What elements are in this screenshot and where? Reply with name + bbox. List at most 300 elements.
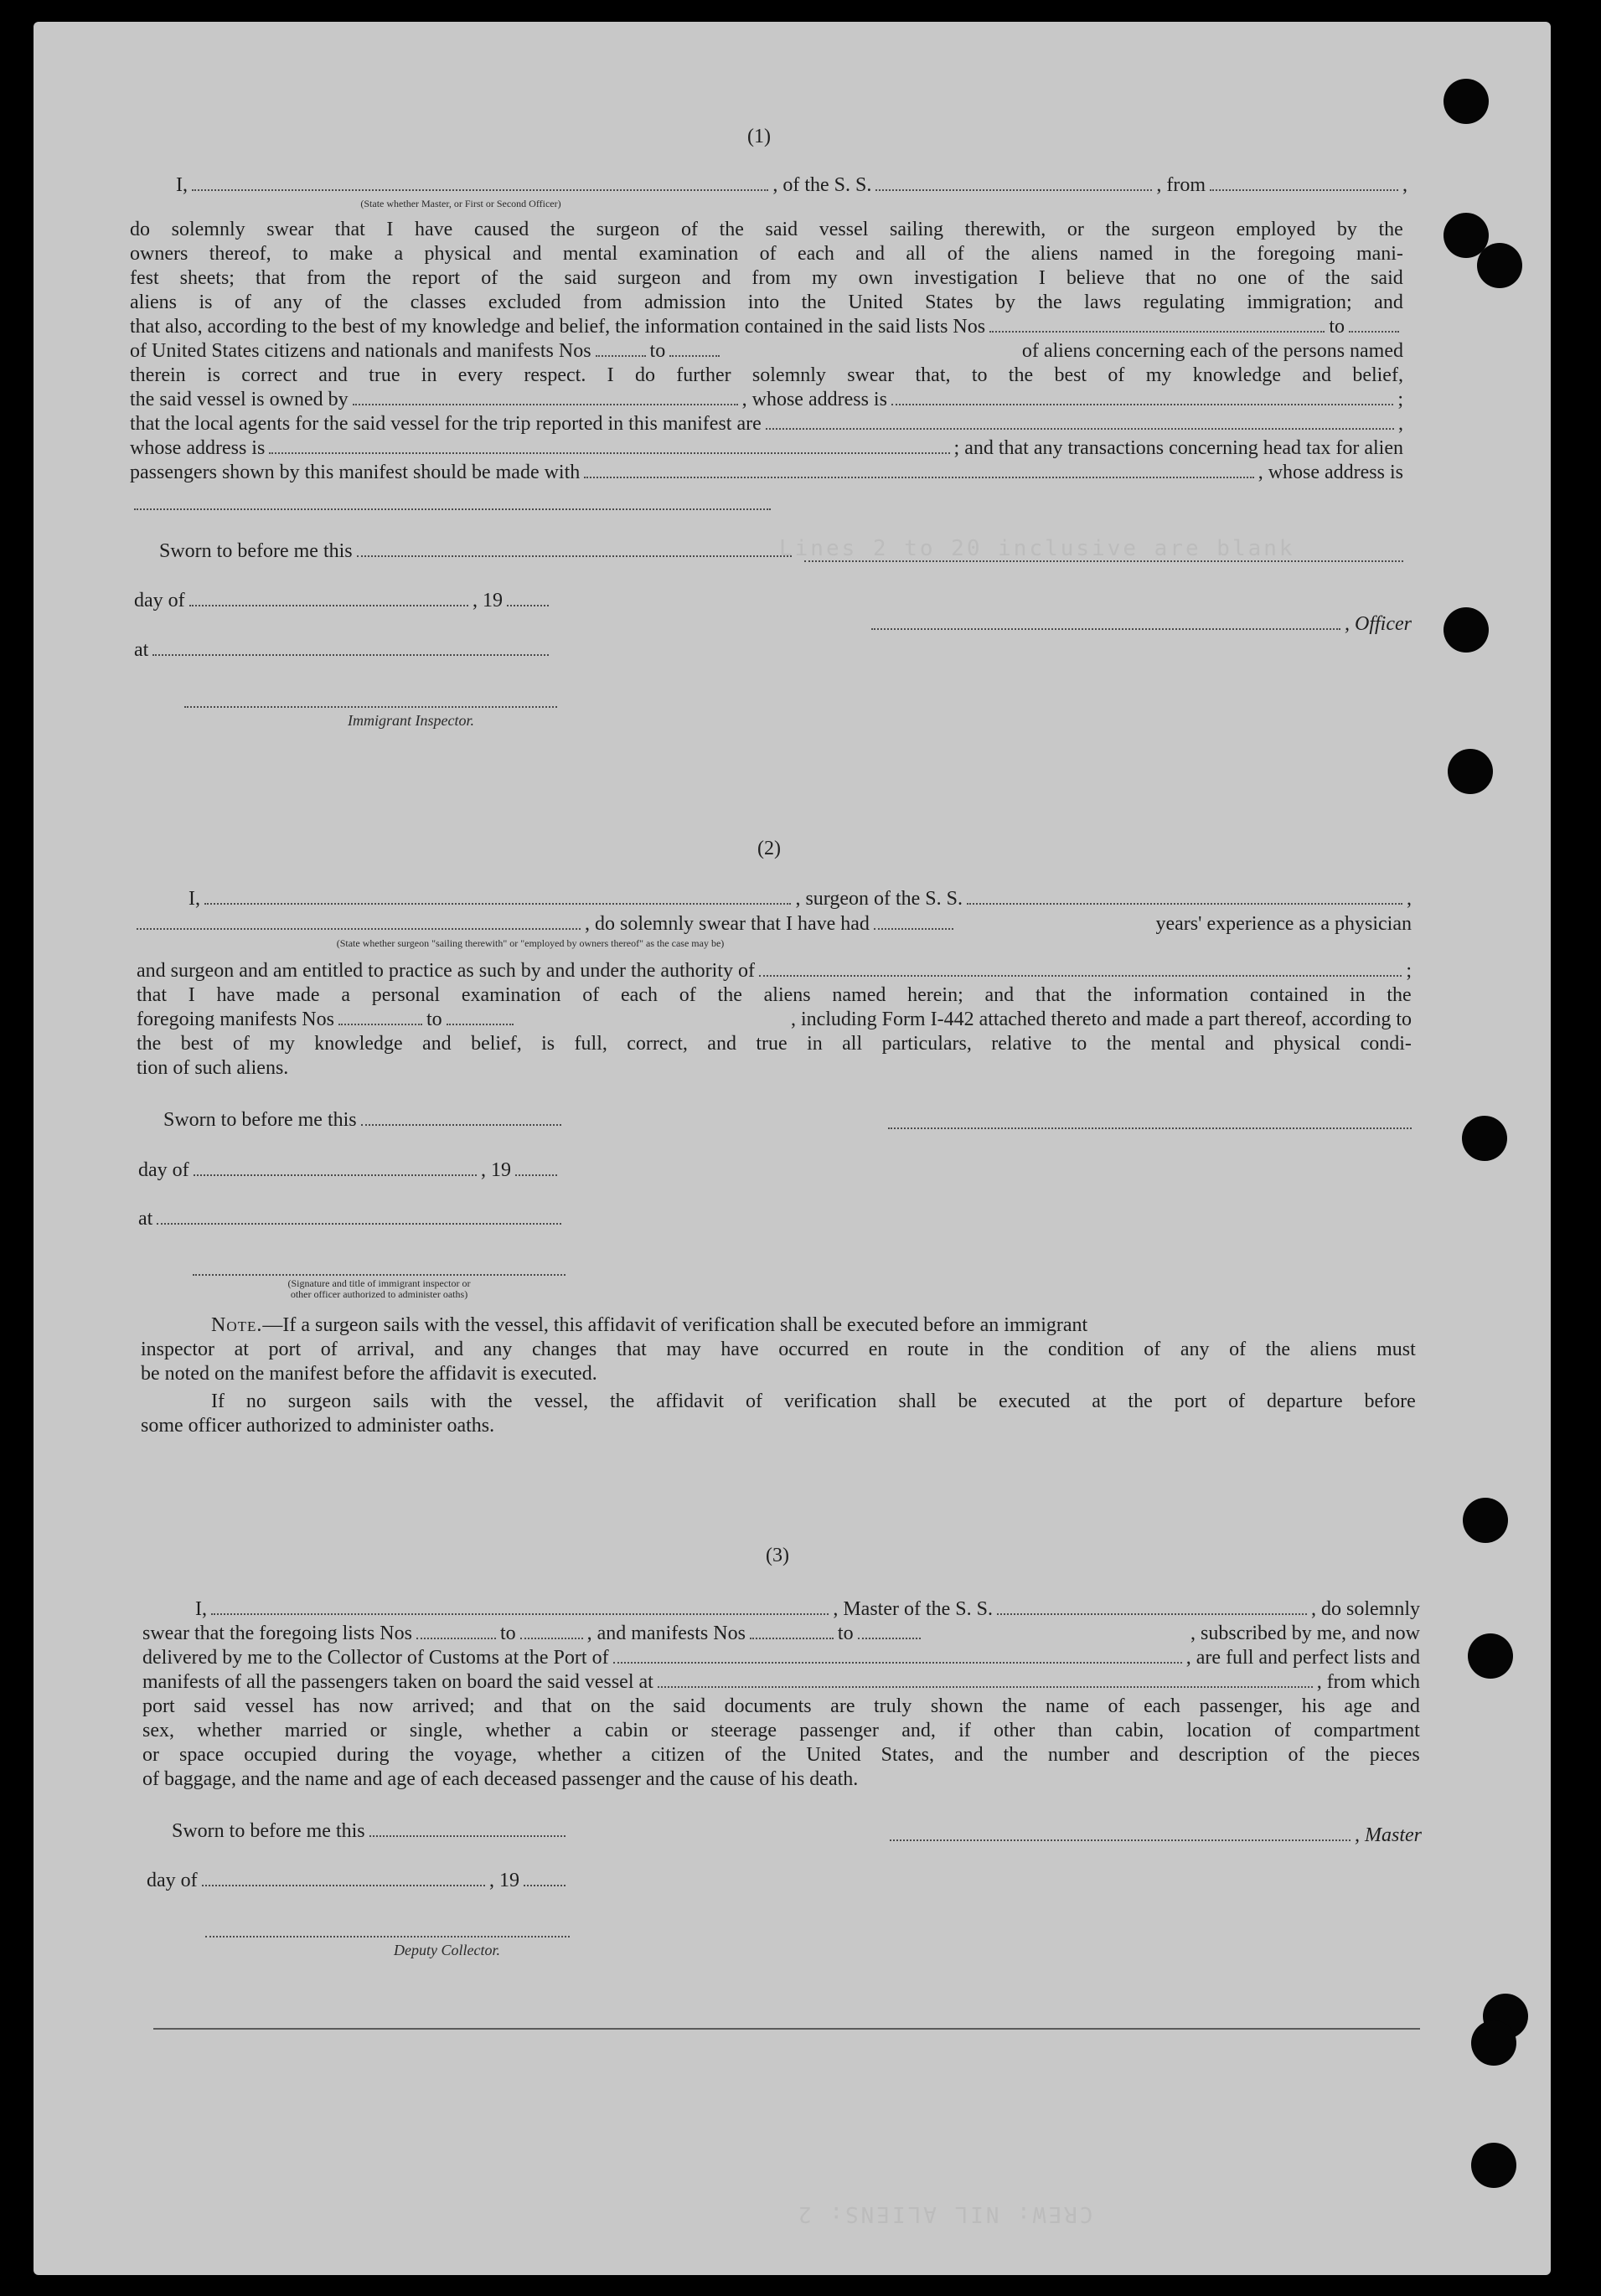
word: the xyxy=(629,1695,654,1717)
word: into xyxy=(747,292,780,313)
bleed-through-text: CREW: NIL ALIENS: 2 xyxy=(796,2201,1093,2226)
word: respect. xyxy=(524,364,586,386)
day-line-3: day of , 19 xyxy=(147,1868,570,1893)
word: and xyxy=(707,1033,736,1055)
word: the xyxy=(1387,984,1412,1006)
word: to xyxy=(1071,1033,1087,1055)
section-3-line-6 xyxy=(142,1718,1420,1743)
word: the xyxy=(1106,1033,1132,1055)
lists-to-field[interactable] xyxy=(1349,330,1399,333)
word: vessel, xyxy=(534,1390,589,1412)
word: best xyxy=(180,1033,214,1055)
word: therewith, xyxy=(964,219,1046,240)
word: route xyxy=(906,1339,949,1360)
word: sheets; xyxy=(179,267,235,289)
word: than xyxy=(1057,1720,1092,1741)
word: my xyxy=(269,1033,295,1055)
word: the xyxy=(1378,219,1403,240)
word: any xyxy=(1180,1339,1210,1360)
word: and, xyxy=(901,1720,936,1741)
word: of xyxy=(679,984,696,1006)
word: and xyxy=(1391,1695,1420,1717)
word: all xyxy=(842,1033,863,1055)
place-field-2[interactable] xyxy=(157,1222,561,1225)
punch-hole xyxy=(1443,79,1489,124)
word: do xyxy=(634,364,655,386)
word: space xyxy=(178,1744,225,1766)
word: information xyxy=(1133,984,1229,1006)
word: United xyxy=(848,292,903,313)
word: or xyxy=(369,1720,387,1741)
word: verification xyxy=(783,1390,877,1412)
word: the xyxy=(550,219,576,240)
section-1-line-7: of United States citizens and nationals and manifests Nos to of aliens concerning each of the persons named xyxy=(130,340,1403,362)
word: believe xyxy=(1066,267,1125,289)
word: location xyxy=(1186,1720,1252,1741)
word: vessel xyxy=(245,1695,295,1717)
word: married xyxy=(284,1720,348,1741)
inspector-signature-field[interactable] xyxy=(184,705,557,708)
section-1-line-3 xyxy=(130,241,1403,266)
word: a xyxy=(341,984,351,1006)
word: the xyxy=(519,267,544,289)
section-3-line-5 xyxy=(142,1694,1420,1719)
word: personal xyxy=(371,984,441,1006)
word: each xyxy=(621,984,658,1006)
word: States xyxy=(925,292,974,313)
section-3-line-4: manifests of all the passengers taken on board the said vessel at , from which xyxy=(142,1671,1420,1693)
collector-port-field[interactable] xyxy=(613,1661,1182,1664)
word: said xyxy=(194,1695,226,1717)
word: sailing xyxy=(890,219,944,240)
word: that xyxy=(1145,267,1176,289)
vessel-owner-field[interactable] xyxy=(353,403,738,405)
word: the xyxy=(488,1390,513,1412)
word: the xyxy=(1325,267,1351,289)
word: shall xyxy=(898,1390,937,1412)
head-tax-address-field[interactable] xyxy=(134,508,771,510)
word: any xyxy=(483,1339,513,1360)
word: to xyxy=(971,364,988,386)
word: a xyxy=(573,1720,582,1741)
word: cabin xyxy=(604,1720,648,1741)
section-1-line-9: the said vessel is owned by , whose address is ; xyxy=(130,389,1403,410)
word: in xyxy=(968,1339,984,1360)
word: condi- xyxy=(1360,1033,1412,1055)
word: voyage, xyxy=(453,1744,518,1766)
section-3-line-7 xyxy=(142,1742,1420,1767)
year-field-1[interactable] xyxy=(507,604,549,606)
sworn-line-3: Sworn to before me this xyxy=(172,1819,570,1844)
word: of xyxy=(745,1390,762,1412)
word: of xyxy=(1287,267,1304,289)
word: description xyxy=(1178,1744,1268,1766)
word: all xyxy=(906,243,927,265)
word: en xyxy=(868,1339,888,1360)
word: no xyxy=(1196,267,1217,289)
word: and xyxy=(855,243,885,265)
section-2-line-7: tion of such aliens. xyxy=(137,1057,289,1079)
word: documents xyxy=(724,1695,812,1717)
section-2-line-3: and surgeon and am entitled to practice as such by and under the authority of ; xyxy=(137,960,1412,982)
word: and xyxy=(701,267,731,289)
word: made xyxy=(276,984,320,1006)
month-field-2[interactable] xyxy=(194,1174,477,1176)
local-agents-field[interactable] xyxy=(766,427,1394,430)
surgeon-vessel-field[interactable] xyxy=(967,902,1402,905)
word: and xyxy=(1225,1033,1254,1055)
word: regulating xyxy=(1143,292,1225,313)
master-vessel-field[interactable] xyxy=(997,1612,1307,1615)
word: a xyxy=(394,243,404,265)
word: to xyxy=(292,243,308,265)
word: sex, xyxy=(142,1720,174,1741)
word: surgeon xyxy=(596,219,660,240)
word: swear xyxy=(847,364,895,386)
word: admission xyxy=(644,292,726,313)
section-1-line-8 xyxy=(130,363,1403,388)
word: physical xyxy=(424,243,492,265)
word: cabin, xyxy=(1115,1720,1165,1741)
word: each xyxy=(1144,1695,1181,1717)
word: a xyxy=(622,1744,632,1766)
word: laws xyxy=(1084,292,1122,313)
word: States, xyxy=(881,1744,934,1766)
word: in xyxy=(1349,984,1366,1006)
owner-address-field[interactable] xyxy=(891,403,1393,405)
word: in xyxy=(421,364,437,386)
section-2-line-1: I, , surgeon of the S. S. , xyxy=(189,888,1412,910)
word: report xyxy=(411,267,461,289)
word: from xyxy=(751,267,791,289)
word: shown xyxy=(930,1695,984,1717)
manifests-from-field[interactable] xyxy=(596,354,646,357)
word: of xyxy=(680,219,698,240)
surgeon-manifests-from-field[interactable] xyxy=(338,1023,422,1025)
note-line-4 xyxy=(211,1389,1416,1414)
year-field-3[interactable] xyxy=(524,1884,566,1886)
word: aliens xyxy=(763,984,811,1006)
word: and xyxy=(318,364,348,386)
word: arrival, xyxy=(357,1339,415,1360)
from-port-field[interactable] xyxy=(1210,188,1398,191)
word: and xyxy=(1302,364,1331,386)
word: employed xyxy=(1236,219,1316,240)
master-name-field[interactable] xyxy=(192,188,768,191)
word: the xyxy=(1325,1744,1350,1766)
word: of xyxy=(320,1339,338,1360)
word: the xyxy=(137,1033,162,1055)
word: the xyxy=(366,267,391,289)
master-manifests-from-field[interactable] xyxy=(750,1637,834,1639)
surgeon-name-field[interactable] xyxy=(204,902,791,905)
word: the xyxy=(717,984,742,1006)
year-field-2[interactable] xyxy=(515,1174,557,1176)
vessel-name-field[interactable] xyxy=(875,188,1152,191)
embarkation-port-field[interactable] xyxy=(658,1685,1313,1688)
section-3-number: (3) xyxy=(766,1545,789,1566)
word: of xyxy=(1273,1720,1291,1741)
word: passenger, xyxy=(1199,1695,1283,1717)
word: be xyxy=(958,1390,978,1412)
master-lists-to-field[interactable] xyxy=(520,1637,583,1639)
signature-caption-1: (Signature and title of immigrant inspector or xyxy=(287,1277,471,1289)
month-field-3[interactable] xyxy=(202,1884,485,1886)
surgeon-caption: (State whether surgeon "sailing therewith" or "employed by owners thereof" as the case may be) xyxy=(336,937,725,949)
section-3-line-2: swear that the foregoing lists Nos to , and manifests Nos to , subscribed by me, and now xyxy=(142,1623,1420,1644)
word: occupied xyxy=(244,1744,317,1766)
word: affidavit xyxy=(656,1390,725,1412)
word: solemnly xyxy=(751,364,826,386)
word: United xyxy=(806,1744,861,1766)
surgeon-signature-field[interactable] xyxy=(888,1127,1412,1129)
word: of xyxy=(481,267,498,289)
word: the xyxy=(1265,1339,1290,1360)
word: the xyxy=(363,292,389,313)
years-experience-field[interactable] xyxy=(874,927,953,930)
word: have xyxy=(415,219,453,240)
punch-hole xyxy=(1462,1116,1507,1161)
word: at xyxy=(234,1339,249,1360)
word: or xyxy=(142,1744,159,1766)
section-1-line-2 xyxy=(130,217,1403,242)
section-1-line-5 xyxy=(130,290,1403,315)
note-line-3: be noted on the manifest before the affidavit is executed. xyxy=(141,1363,597,1385)
word: named xyxy=(1099,243,1154,265)
word: correct, xyxy=(627,1033,688,1055)
at-line-1: at xyxy=(134,637,553,663)
sworn-date-field-3[interactable] xyxy=(369,1834,566,1837)
word: that xyxy=(1035,984,1066,1006)
word: relative xyxy=(991,1033,1052,1055)
word: the xyxy=(610,1390,635,1412)
at-line-2: at xyxy=(138,1206,566,1231)
word: inspector xyxy=(141,1339,214,1360)
sworn-date-field-2[interactable] xyxy=(361,1123,561,1126)
master-name-field-3[interactable] xyxy=(211,1612,829,1615)
lists-from-field[interactable] xyxy=(989,330,1325,333)
word: classes xyxy=(410,292,467,313)
section-1-number: (1) xyxy=(747,126,771,147)
word: I xyxy=(1038,267,1046,289)
word: on xyxy=(591,1695,611,1717)
word: the xyxy=(719,219,744,240)
word: belief, xyxy=(1352,364,1403,386)
section-1-line-10: that the local agents for the said vessel for the trip reported in this manifest are , xyxy=(130,413,1403,435)
punch-hole xyxy=(1443,607,1489,653)
section-2-number: (2) xyxy=(757,838,781,859)
note-line-1: Note. —If a surgeon sails with the vessel, this affidavit of verification shall be executed before an immigrant xyxy=(211,1314,1088,1336)
word: one xyxy=(1237,267,1267,289)
section-2-line-5: foregoing manifests Nos to , including Form I-442 attached thereto and made a part thereof, according to xyxy=(137,1009,1412,1030)
word: is xyxy=(541,1033,555,1055)
word: of xyxy=(759,243,777,265)
master-signature-field[interactable] xyxy=(890,1839,1351,1841)
word: in xyxy=(1174,243,1190,265)
word: caused xyxy=(473,219,529,240)
master-lists-from-field[interactable] xyxy=(416,1637,496,1639)
officer-extension-rule xyxy=(804,560,1403,562)
word: that, xyxy=(915,364,951,386)
word: and xyxy=(984,984,1015,1006)
month-field-1[interactable] xyxy=(189,604,468,606)
manifests-to-field[interactable] xyxy=(669,354,720,357)
word: said xyxy=(564,267,597,289)
punch-hole xyxy=(1463,1498,1508,1543)
word: own xyxy=(858,267,893,289)
word: from xyxy=(306,267,346,289)
word: surgeon xyxy=(287,1390,352,1412)
word: the xyxy=(1105,219,1130,240)
sworn-date-field-1[interactable] xyxy=(357,555,792,557)
section-3-line-8: of baggage, and the name and age of each deceased passenger and the cause of his death. xyxy=(142,1768,859,1790)
word: my xyxy=(1145,364,1172,386)
word: his xyxy=(1301,1695,1325,1717)
word: the xyxy=(1211,243,1236,265)
word: any xyxy=(273,292,303,313)
word: that xyxy=(255,267,286,289)
word: excluded xyxy=(488,292,561,313)
word: compartment xyxy=(1314,1720,1420,1741)
word: further xyxy=(676,364,731,386)
word: the xyxy=(762,1744,787,1766)
word: If xyxy=(211,1390,225,1412)
word: that xyxy=(137,984,167,1006)
place-field-1[interactable] xyxy=(152,653,549,656)
authority-field[interactable] xyxy=(759,974,1402,977)
punch-hole xyxy=(1468,1633,1513,1679)
word: must xyxy=(1376,1339,1416,1360)
word: of xyxy=(1108,364,1125,386)
word: that xyxy=(334,219,365,240)
word: or xyxy=(671,1720,689,1741)
section-1-line-4 xyxy=(130,266,1403,291)
word: at xyxy=(1092,1390,1107,1412)
word: I xyxy=(188,984,195,1006)
word: best xyxy=(1054,364,1087,386)
word: from xyxy=(582,292,622,313)
word: of xyxy=(1108,1695,1125,1717)
word: executed xyxy=(999,1390,1071,1412)
surgeon-status-field[interactable] xyxy=(137,927,581,930)
word: before xyxy=(1364,1390,1416,1412)
word: the xyxy=(1008,364,1034,386)
word: knowledge xyxy=(314,1033,403,1055)
word: correct xyxy=(241,364,297,386)
word: whether xyxy=(197,1720,262,1741)
word: make xyxy=(329,243,374,265)
word: no xyxy=(245,1390,266,1412)
word: knowledge xyxy=(1192,364,1282,386)
word: of xyxy=(1228,1390,1246,1412)
word: port xyxy=(268,1339,302,1360)
word: steerage xyxy=(710,1720,777,1741)
punch-hole xyxy=(1471,2143,1516,2188)
word: that xyxy=(616,1339,647,1360)
word: named xyxy=(832,984,886,1006)
word: surgeon xyxy=(617,267,681,289)
word: in xyxy=(807,1033,823,1055)
word: immigration; xyxy=(1247,292,1352,313)
note-line-2 xyxy=(141,1337,1416,1362)
word: arrived; xyxy=(412,1695,475,1717)
officer-line: , Officer xyxy=(867,611,1412,637)
word: by xyxy=(994,292,1015,313)
administering-officer-signature-field[interactable] xyxy=(193,1273,566,1276)
word: the xyxy=(409,1744,434,1766)
head-tax-contact-field[interactable] xyxy=(584,476,1253,478)
word: true xyxy=(369,364,400,386)
master-caption: (State whether Master, or First or Second Officer) xyxy=(360,198,561,209)
word: changes xyxy=(531,1339,597,1360)
section-1-line-6: that also, according to the best of my knowledge and belief, the information contained in the said lists Nos to xyxy=(130,314,1403,339)
section-3-line-1: I, , Master of the S. S. , do solemnly xyxy=(195,1598,1420,1620)
word: whether xyxy=(537,1744,602,1766)
word: have xyxy=(720,1339,759,1360)
word: said xyxy=(765,219,798,240)
word: of xyxy=(232,1033,250,1055)
word: is xyxy=(206,364,220,386)
word: or xyxy=(1066,219,1084,240)
word: during xyxy=(336,1744,390,1766)
word: and xyxy=(1374,292,1403,313)
word: the xyxy=(1128,1390,1153,1412)
word: and xyxy=(422,1033,452,1055)
word: may xyxy=(666,1339,701,1360)
word: each xyxy=(797,243,834,265)
word: mental xyxy=(562,243,618,265)
word: by xyxy=(1336,219,1357,240)
word: vessel xyxy=(819,219,869,240)
word: passenger xyxy=(799,1720,879,1741)
word: are xyxy=(830,1695,855,1717)
word: now xyxy=(359,1695,394,1717)
master-manifests-to-field[interactable] xyxy=(858,1637,921,1639)
word: the xyxy=(1002,1695,1027,1717)
word: sails xyxy=(373,1390,409,1412)
section-2-line-2: , do solemnly swear that I have had years' experience as a physician xyxy=(137,911,1412,936)
deputy-collector-signature-field[interactable] xyxy=(205,1935,570,1937)
word: whether xyxy=(485,1720,550,1741)
officer-signature-field[interactable] xyxy=(871,627,1340,630)
word: name xyxy=(1045,1695,1089,1717)
section-1-line-12: passengers shown by this manifest should be made with , whose address is xyxy=(130,462,1403,483)
word: surgeon xyxy=(1151,219,1216,240)
signature-caption-2: other officer authorized to administer oaths) xyxy=(290,1288,468,1300)
word: said xyxy=(673,1695,706,1717)
word: of xyxy=(324,292,342,313)
word: my xyxy=(811,267,838,289)
word: therein xyxy=(130,364,186,386)
word: have xyxy=(216,984,255,1006)
word: solemnly xyxy=(171,219,245,240)
agents-address-field[interactable] xyxy=(269,451,949,454)
word: the xyxy=(1087,984,1113,1006)
word: that xyxy=(541,1695,572,1717)
word: of xyxy=(725,1744,742,1766)
word: every xyxy=(457,364,504,386)
surgeon-manifests-to-field[interactable] xyxy=(447,1023,514,1025)
word: the xyxy=(985,243,1010,265)
sworn-line-1: Sworn to before me this xyxy=(159,539,796,564)
word: port xyxy=(142,1695,175,1717)
word: occurred xyxy=(778,1339,850,1360)
word: thereof, xyxy=(209,243,271,265)
word: aliens xyxy=(1030,243,1078,265)
inspector-caption: Immigrant Inspector. xyxy=(348,712,474,729)
section-1-line-1: I, , of the S. S. , from , xyxy=(176,174,1407,196)
word: herein; xyxy=(907,984,963,1006)
